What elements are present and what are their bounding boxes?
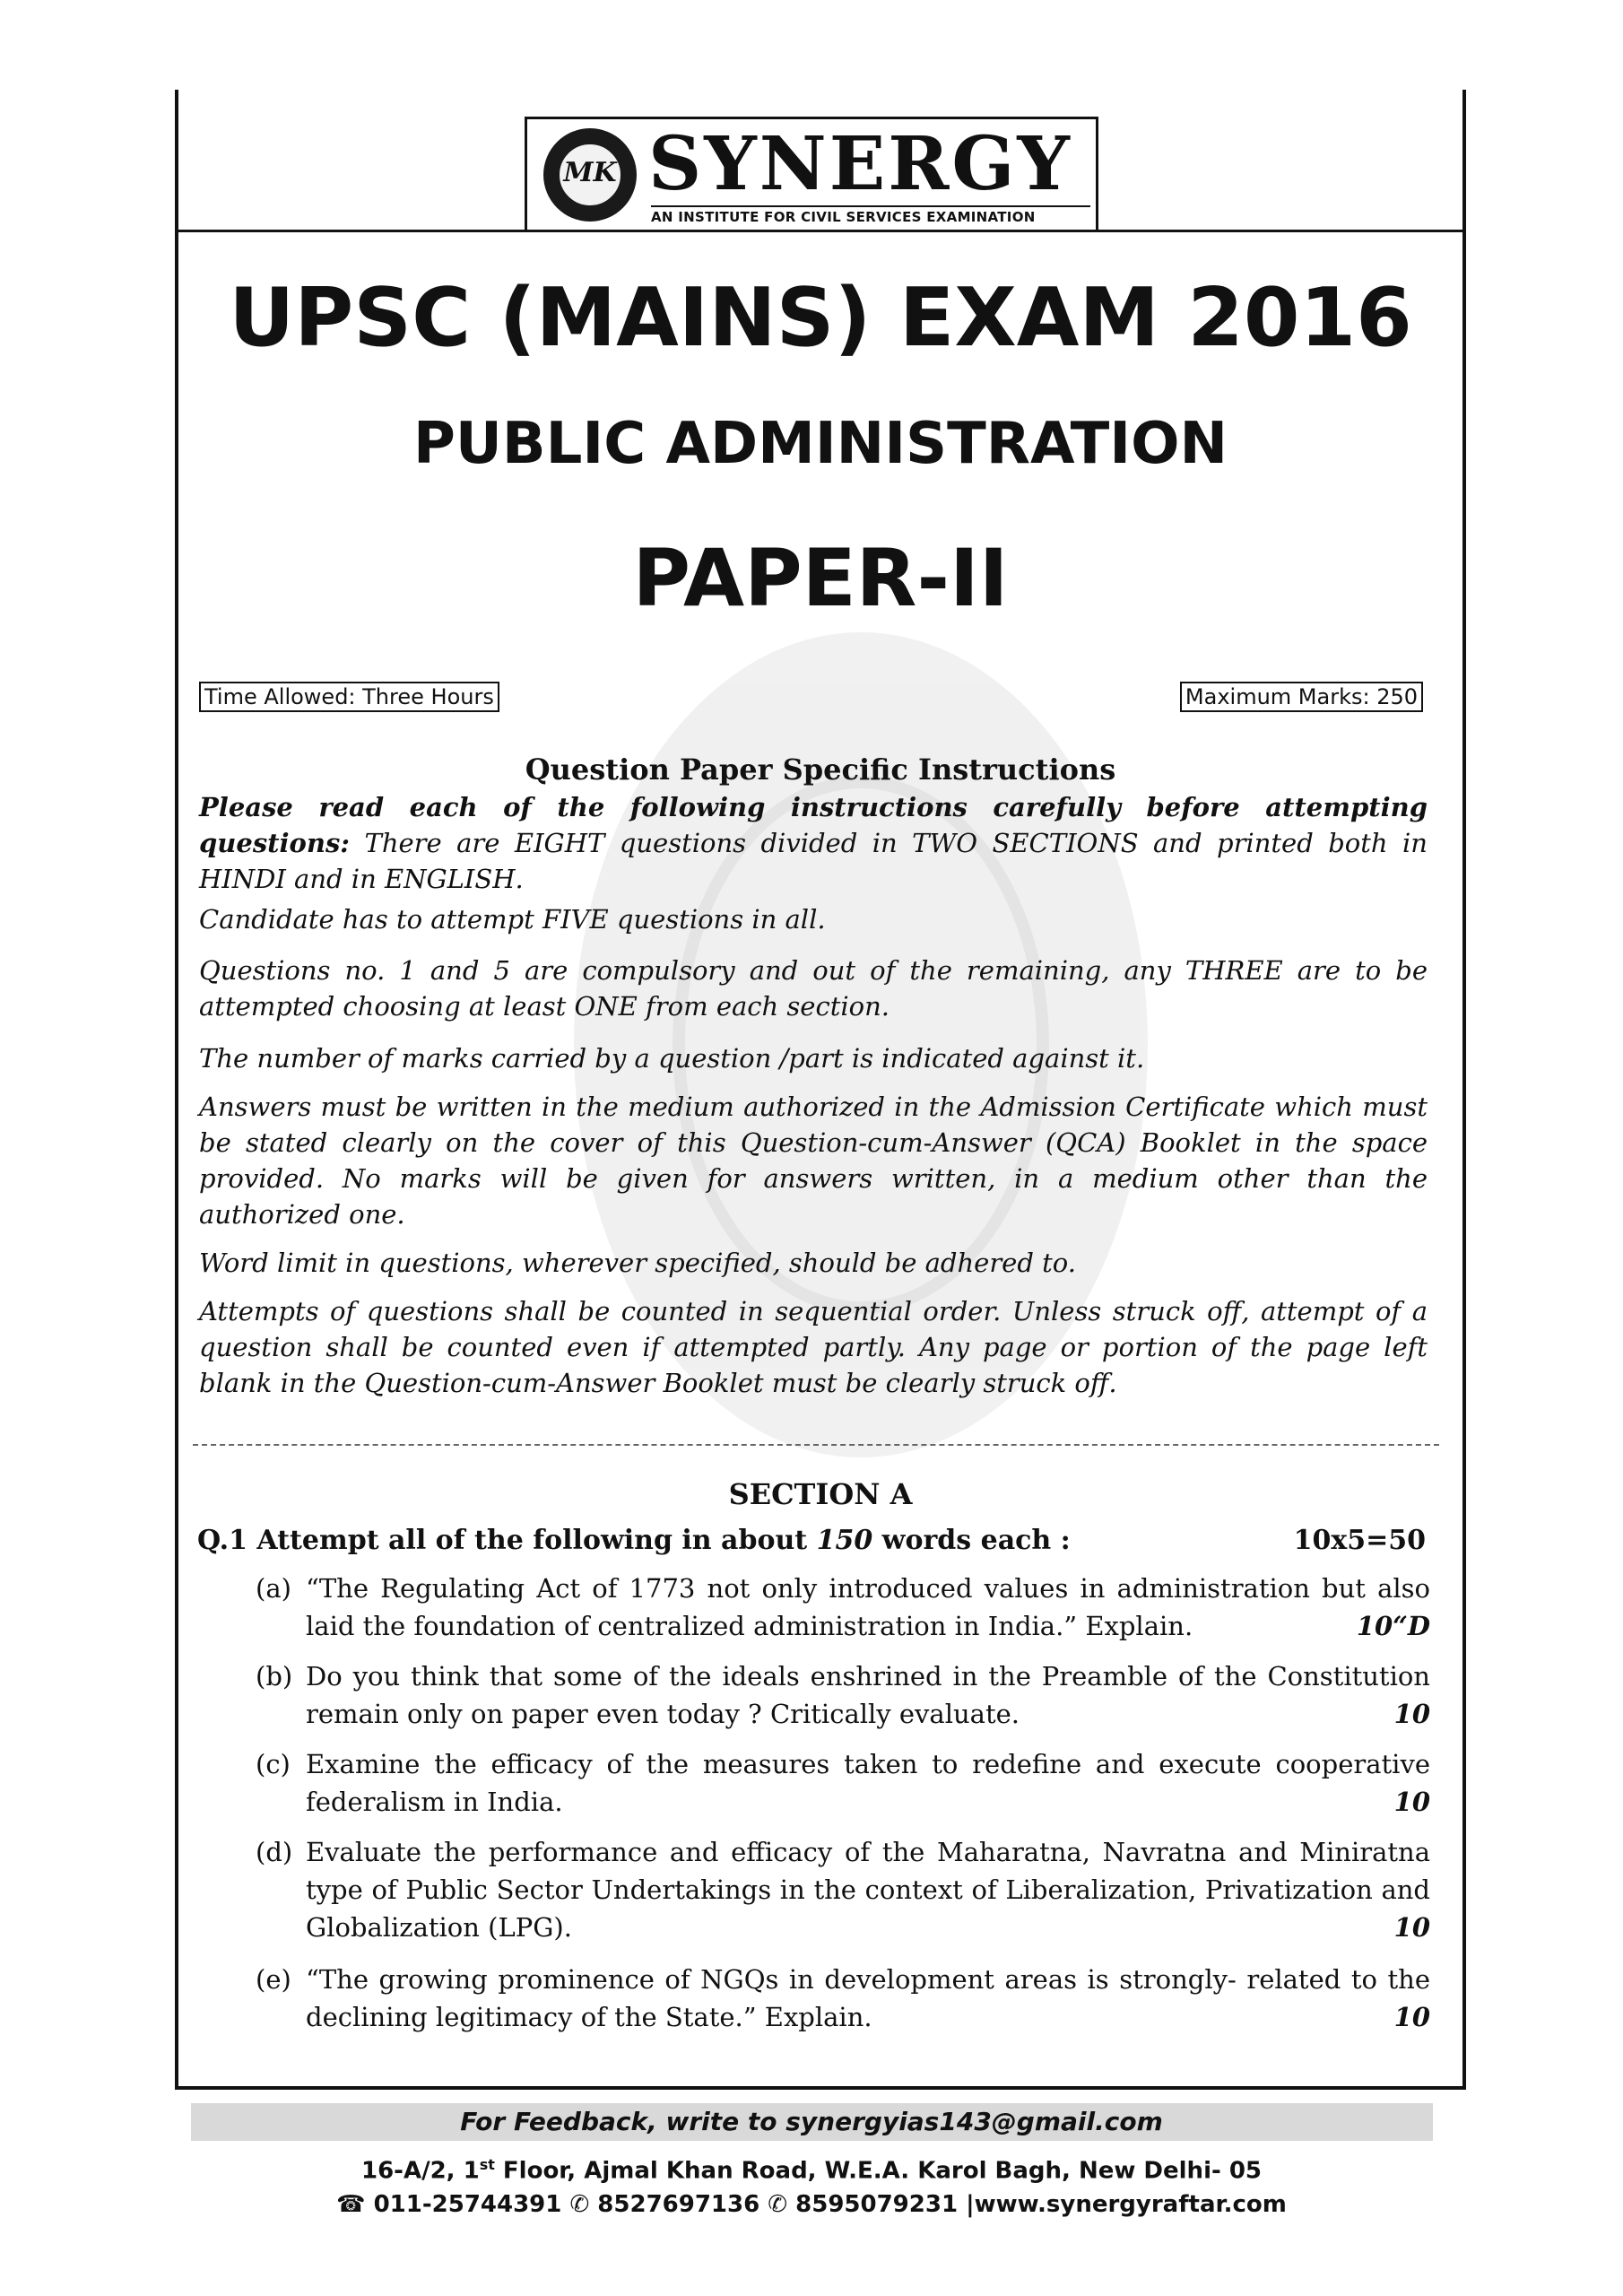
- instruction-item: Attempts of questions shall be counted in sequential order. Unless struck off, attempt of a question shall be counted even if attempted partly. Any page or portion of the page left blank in the Question-cum-Answer Booklet must be clearly struck off.: [199, 1296, 1428, 1398]
- part-text: “The Regulating Act of 1773 not only introduced values in administration but also laid the foundation of centralized administration in India.” Explain.: [306, 1573, 1430, 1641]
- question-part: [256, 1570, 1430, 1645]
- institute-seal-icon: [543, 128, 637, 222]
- mobile-phone-icon: ✆: [768, 2191, 788, 2218]
- address-ordinal: st: [479, 2156, 495, 2173]
- question-number: Q.1: [197, 1525, 247, 1556]
- part-marks: 10“D: [1356, 1611, 1430, 1641]
- phone-number: 011-25744391: [373, 2191, 562, 2218]
- footer-feedback: For Feedback, write to synergyias143@gmail.com: [460, 2107, 1163, 2136]
- part-marks: 10: [1393, 1699, 1430, 1729]
- question-part: [256, 1745, 1430, 1821]
- part-text: Examine the efficacy of the measures taken to redefine and execute cooperative federalism in India.: [306, 1749, 1430, 1817]
- part-marks: 10: [1393, 1787, 1430, 1817]
- question-marks: 10x5=50: [1293, 1525, 1426, 1556]
- mobile-phone-icon: ✆: [569, 2191, 590, 2218]
- brand-tagline: AN INSTITUTE FOR CIVIL SERVICES EXAMINATION: [651, 205, 1090, 225]
- instruction-item: Candidate has to attempt FIVE questions in all.: [199, 904, 826, 935]
- phone-number: 8527697136: [597, 2191, 760, 2218]
- instruction-item: The number of marks carried by a question /part is indicated against it.: [199, 1043, 1145, 1074]
- question-word-count: 150: [816, 1525, 873, 1556]
- part-marks: 10: [1393, 2002, 1430, 2032]
- instruction-item: Answers must be written in the medium authorized in the Admission Certificate which must be stated clearly on the cover of this Question-cum-Answer (QCA) Booklet in the space provided. No marks will be given for answers written, in a medium other than the authorized one.: [199, 1091, 1428, 1230]
- address-part: 16-A/2, 1: [360, 2157, 480, 2185]
- question-heading: [197, 1522, 1426, 1560]
- phone-number: 8595079231: [795, 2191, 959, 2218]
- footer-contacts: [0, 2187, 1623, 2222]
- part-label: (d): [256, 1837, 293, 1867]
- question-text-after: words each :: [872, 1525, 1071, 1556]
- subject-title: PUBLIC ADMINISTRATION: [412, 411, 1228, 477]
- question-text-before: Attempt all of the following in about: [256, 1525, 817, 1556]
- part-label: (c): [256, 1749, 291, 1779]
- seal-center: [558, 143, 622, 207]
- address-part: Floor, Ajmal Khan Road, W.E.A. Karol Bagh, New Delhi- 05: [494, 2157, 1263, 2185]
- exam-title: UPSC (MAINS) EXAM 2016: [229, 271, 1412, 365]
- instructions-intro: [199, 789, 1428, 897]
- part-text: Do you think that some of the ideals enshrined in the Preamble of the Constitution remain only on paper even today ? Critically evaluate.: [306, 1661, 1430, 1729]
- seal-monogram: MK: [563, 157, 617, 188]
- part-label: (a): [256, 1573, 291, 1604]
- part-label: (e): [256, 1964, 291, 1995]
- part-label: (b): [256, 1661, 293, 1692]
- instruction-item: Questions no. 1 and 5 are compulsory and out of the remaining, any THREE are to be attempted choosing at least ONE from each section.: [199, 955, 1428, 1022]
- maximum-marks: Maximum Marks: 250: [1180, 682, 1423, 712]
- brand-name: SYNERGY: [648, 121, 1072, 207]
- time-allowed: Time Allowed: Three Hours: [199, 682, 499, 712]
- header-rule: [175, 230, 1466, 232]
- question-part: [256, 1657, 1430, 1733]
- question-part: [256, 1961, 1430, 2036]
- instructions-intro-text: There are EIGHT questions divided in TWO SECTIONS and printed both in HINDI and in ENGLISH.: [199, 828, 1428, 894]
- section-title: SECTION A: [728, 1477, 913, 1511]
- instructions-intro-bold: Please read each of the following instructions carefully before attempting questions:: [199, 792, 1428, 858]
- instruction-item: Word limit in questions, wherever specified, should be adhered to.: [199, 1248, 1076, 1278]
- part-marks: 10: [1393, 1912, 1430, 1943]
- part-text: “The growing prominence of NGQs in development areas is strongly- related to the declining legitimacy of the State.” Explain.: [306, 1964, 1430, 2032]
- website: |www.synergyraftar.com: [966, 2191, 1287, 2218]
- instructions-heading: Question Paper Specific Instructions: [525, 752, 1116, 787]
- footer-address: [0, 2147, 1623, 2189]
- logo: [525, 117, 1098, 230]
- paper-title: PAPER-II: [632, 532, 1009, 624]
- telephone-icon: ☎: [336, 2191, 366, 2218]
- question-part: [256, 1833, 1430, 1946]
- dashed-divider: [193, 1444, 1439, 1446]
- part-text: Evaluate the performance and efficacy of the Maharatna, Navratna and Miniratna type of Public Sector Undertakings in the context of Liberalization, Privatization and Globalization (LPG).: [306, 1837, 1430, 1943]
